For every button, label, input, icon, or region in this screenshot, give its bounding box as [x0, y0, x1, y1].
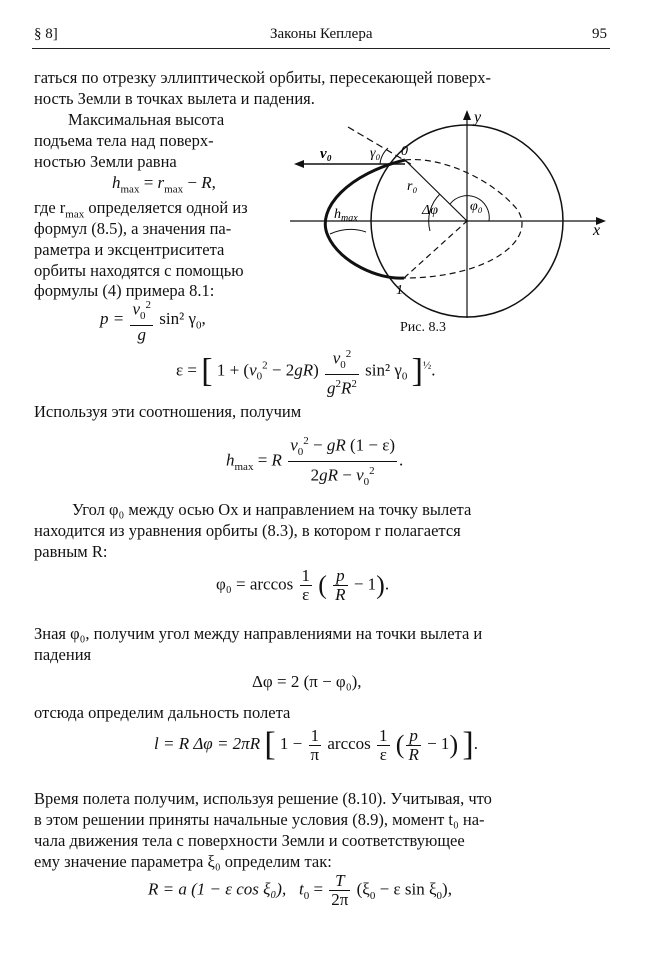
label-x-axis: x: [593, 222, 601, 239]
page-number: 95: [592, 26, 607, 42]
label-point-0: 0: [401, 144, 408, 159]
equation-time: R = a (1 − ε cos ξ₀), $t_0$ = $\frac{T}{2\pi}$ ($\xi_0 - \varepsilon$ $\sin \xi_0$),: [148, 871, 452, 909]
equation-phi0: φ₀ = arccos $\frac{1}{\varepsilon}$ ( $\frac{p}{R}$ − 1).: [216, 566, 390, 604]
header-rule: [32, 48, 610, 49]
text-line: находится из уравнения орбиты (8.3), в котором r полагается: [34, 521, 461, 540]
label-point-1: 1: [396, 283, 403, 298]
text-line: чала движения тела с поверхности Земли и соответствующее: [34, 831, 465, 850]
text-line: где $r_{max}$ определяется одной из: [34, 198, 248, 221]
text-line: в этом решении приняты начальные условия (8.9), момент t₀ на-: [34, 810, 485, 829]
figure-caption: Рис. 8.3: [400, 320, 446, 335]
equation-p: p = $\frac{v_0^2}{g}$ sin² $\gamma_0$,: [100, 296, 206, 344]
label-phi0: φ₀: [470, 199, 483, 214]
y-axis-arrow: [463, 110, 471, 120]
text-line: Максимальная высота: [68, 110, 225, 129]
equation-hmax-definition: $h_{max} = r_{max} - R$,: [112, 173, 216, 196]
equation-range: l = R Δφ = 2πR [ 1 − $\frac{1}{\pi}$ arccos $\frac{1}{\varepsilon}$ ( $\frac{p}{R}$ − 1) ].: [154, 725, 478, 764]
orbit-dashed: [404, 160, 522, 278]
text-line: равным R:: [34, 542, 108, 561]
text-line: формулы (4) примера 8.1:: [34, 281, 215, 300]
text-line: Используя эти соотношения, получим: [34, 402, 302, 421]
orbit-diagram: [290, 108, 610, 323]
equation-delta-phi: Δφ = 2 (π − φ₀),: [252, 672, 362, 691]
text-line: раметра и эксцентриситета: [34, 240, 225, 259]
velocity-arrowhead: [294, 160, 304, 168]
label-r0: r₀: [407, 179, 418, 194]
label-hmax: $h_{max}$: [334, 207, 358, 224]
text-line: Время полета получим, используя решение (8.10). Учитывая, что: [34, 789, 492, 808]
label-gamma0: γ₀: [370, 146, 381, 161]
text-line: отсюда определим дальность полета: [34, 703, 291, 722]
text-line: формул (8.5), а значения па-: [34, 219, 232, 238]
equation-hmax: $h_{max} = R$ $\frac{v_0^2 - gR (1 - \varepsilon)}{2gR - v_0^2}$ .: [226, 432, 403, 491]
hmax-brace: [330, 229, 366, 234]
radius-to-landing: [404, 221, 467, 278]
text-line: подъема тела над поверх-: [34, 131, 214, 150]
section-number: § 8]: [34, 26, 58, 42]
equation-epsilon: ε = [ $1 + (v_0^2 - 2gR)$ $\frac{v_0^2}{g^2R^2}$ sin² $\gamma_0$ ]$^{\frac{1}{2}}$.: [176, 345, 435, 398]
text-line: гаться по отрезку эллиптической орбиты, пересекающей поверх-: [34, 68, 491, 87]
label-v0: v₀: [320, 146, 332, 162]
text-line: ность Земли в точках вылета и падения.: [34, 89, 315, 108]
label-y-axis: y: [474, 109, 482, 126]
text-line: ему значение параметра ξ₀ определим так:: [34, 852, 332, 871]
running-title: Законы Кеплера: [270, 26, 373, 42]
text-line: Угол φ₀ между осью Ox и направлением на точку вылета: [72, 500, 472, 519]
text-line: Зная φ₀, получим угол между направлениями на точки вылета и: [34, 624, 483, 643]
text-line: орбиты находятся с помощью: [34, 261, 244, 280]
text-line: падения: [34, 645, 92, 664]
text-line: ностью Земли равна: [34, 152, 177, 171]
label-delta-phi: Δφ: [422, 203, 438, 218]
